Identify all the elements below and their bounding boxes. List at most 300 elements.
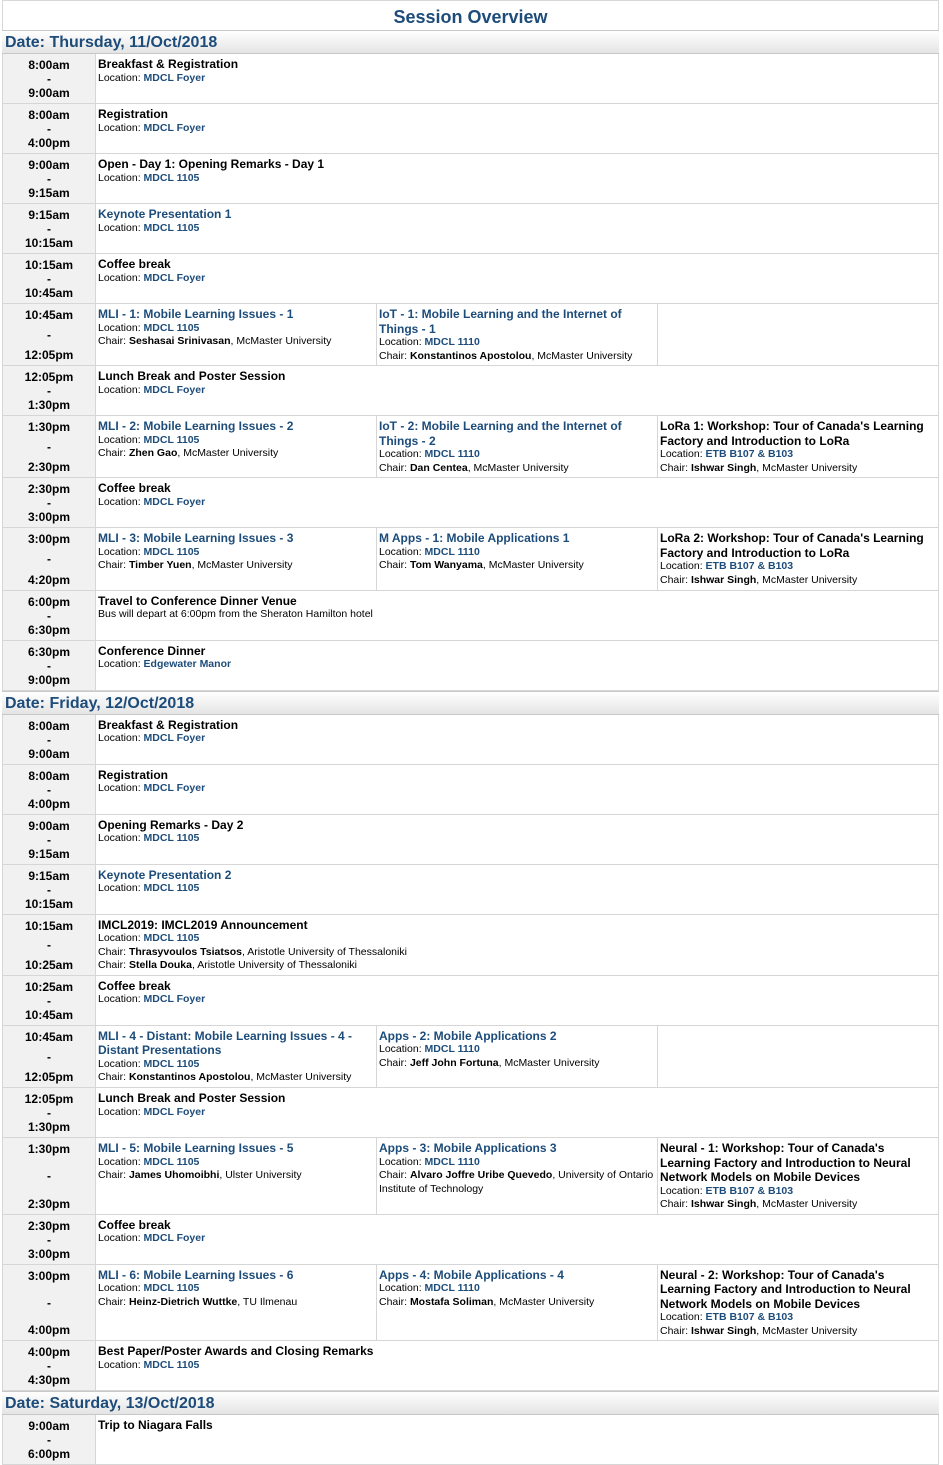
session-cell <box>96 1341 939 1390</box>
session-title-link[interactable]: Apps - 3: Mobile Applications 3 <box>379 1141 557 1156</box>
start-time: 8:00am <box>28 108 70 122</box>
session-cell <box>96 204 939 253</box>
location-link[interactable]: MDCL 1105 <box>143 545 200 558</box>
session-title-link[interactable]: Apps - 4: Mobile Applications - 4 <box>379 1267 564 1282</box>
chair-name: Jeff John Fortuna <box>409 1056 499 1069</box>
time-cell <box>2 254 96 303</box>
session-location <box>98 546 374 560</box>
location-link[interactable]: MDCL Foyer <box>143 1105 206 1118</box>
time-dash: - <box>47 222 51 236</box>
chair-label: Chair: <box>379 1295 410 1308</box>
schedule-row <box>2 915 939 976</box>
location-label: Location: <box>379 545 425 558</box>
session-cell <box>377 1026 658 1087</box>
end-time: 1:30pm <box>27 398 71 413</box>
schedule-row <box>2 1088 939 1138</box>
location-label: Location: <box>98 932 144 945</box>
session-cell <box>96 366 939 415</box>
time-dash: - <box>47 1106 51 1121</box>
location-label: Location: <box>379 1043 425 1056</box>
time-dash: - <box>47 1049 51 1064</box>
start-time: 10:45am <box>24 308 74 322</box>
chair-name: Seshasai Srinivasan <box>128 335 231 348</box>
session-cell <box>96 304 377 365</box>
location-label: Location: <box>98 383 144 396</box>
session-cell <box>96 1265 377 1341</box>
time-cell <box>2 528 96 589</box>
location-link[interactable]: MDCL 1110 <box>424 1043 480 1056</box>
session-location <box>98 496 936 510</box>
session-title-link[interactable]: MLI - 1: Mobile Learning Issues - 1 <box>98 307 294 321</box>
schedule-row <box>2 715 939 765</box>
session-title: Travel to Conference Dinner Venue <box>98 593 297 608</box>
session-cell <box>96 641 939 690</box>
location-link[interactable]: MDCL 1110 <box>424 1282 480 1295</box>
session-cell <box>377 416 658 477</box>
end-time: 9:00pm <box>27 672 71 687</box>
chair-name: Alvaro Joffre Uribe Quevedo <box>409 1169 553 1182</box>
start-time: 1:30pm <box>27 1142 71 1157</box>
session-chair <box>98 447 374 461</box>
chair-label: Chair: <box>98 1071 129 1084</box>
session-cell <box>96 54 939 103</box>
session-title-link[interactable]: Keynote Presentation 1 <box>98 207 232 221</box>
session-location <box>98 782 936 796</box>
session-title-link[interactable]: MLI - 2: Mobile Learning Issues - 2 <box>98 419 294 434</box>
session-title: Neural - 1: Workshop: Tour of Canada's Learning Factory and Introduction to Neural Network Models on Mobile Devices <box>660 1141 911 1185</box>
location-label: Location: <box>98 1057 144 1070</box>
session-chair <box>379 462 655 476</box>
location-link[interactable]: MDCL 1110 <box>424 336 480 348</box>
start-time: 2:30pm <box>27 482 71 497</box>
time-dash: - <box>47 1296 51 1311</box>
session-location <box>98 882 936 896</box>
time-dash: - <box>47 172 51 186</box>
time-dash: - <box>47 732 51 747</box>
schedule-row <box>2 204 939 254</box>
time-dash: - <box>47 782 51 797</box>
location-label: Location: <box>660 1311 706 1324</box>
chair-name: Ishwar Singh <box>690 573 757 586</box>
chair-label: Chair: <box>379 461 410 474</box>
location-label: Location: <box>98 545 144 558</box>
session-location <box>98 384 936 398</box>
chair-label: Chair: <box>98 335 129 348</box>
location-link[interactable]: MDCL 1105 <box>143 221 200 234</box>
location-label: Location: <box>98 1155 144 1168</box>
session-location <box>98 832 936 846</box>
session-cell <box>377 304 658 365</box>
session-title: Lunch Break and Poster Session <box>98 369 286 384</box>
location-label: Location: <box>98 221 144 234</box>
session-location <box>379 1156 655 1170</box>
start-time: 4:00pm <box>27 1345 71 1360</box>
session-chair <box>660 1198 936 1212</box>
location-label: Location: <box>660 448 706 461</box>
schedule-row <box>2 528 939 590</box>
end-time: 6:00pm <box>27 1447 71 1462</box>
location-link[interactable]: MDCL 1110 <box>424 448 480 461</box>
session-chair <box>660 462 936 476</box>
time-dash: - <box>47 272 51 286</box>
time-dash: - <box>47 1232 51 1247</box>
time-cell <box>2 915 96 975</box>
schedule-row <box>2 366 939 416</box>
location-link[interactable]: MDCL Foyer <box>143 271 206 284</box>
schedule-row <box>2 304 939 366</box>
chair-name: Konstantinos Apostolou <box>409 349 532 362</box>
time-dash: - <box>47 440 51 455</box>
location-label: Location: <box>379 336 425 348</box>
session-title: Coffee break <box>98 978 171 993</box>
schedule-row <box>2 1138 939 1215</box>
session-cell <box>96 1026 377 1087</box>
end-time: 12:05pm <box>24 1070 74 1085</box>
session-chair <box>379 1057 655 1071</box>
session-title-link[interactable]: IoT - 2: Mobile Learning and the Internet of Things - 2 <box>379 419 622 448</box>
chair-name: Ishwar Singh <box>690 461 757 474</box>
start-time: 3:00pm <box>27 532 71 547</box>
session-location <box>379 448 655 462</box>
chair-affiliation: , McMaster University <box>250 1071 352 1084</box>
location-link[interactable]: MDCL 1105 <box>143 882 200 895</box>
session-title-link[interactable]: M Apps - 1: Mobile Applications 1 <box>379 531 570 546</box>
chair-label: Chair: <box>379 1056 410 1069</box>
chair-affiliation: , McMaster University <box>531 349 633 362</box>
session-title: Breakfast & Registration <box>98 57 239 71</box>
start-time: 12:05pm <box>24 370 74 385</box>
session-cell <box>96 915 939 975</box>
chair-label: Chair: <box>98 559 129 572</box>
time-cell <box>2 1026 96 1087</box>
day-section <box>2 691 939 1392</box>
schedule-row <box>2 254 939 304</box>
location-link[interactable]: MDCL 1105 <box>143 433 200 446</box>
day-header: Date: Thursday, 11/Oct/2018 <box>2 30 939 54</box>
location-label: Location: <box>98 832 144 845</box>
session-location <box>98 993 936 1007</box>
schedule-row <box>2 1341 939 1391</box>
session-cell <box>658 528 939 589</box>
empty-session-cell <box>658 304 939 365</box>
session-title-link[interactable]: IoT - 1: Mobile Learning and the Internet of Things - 1 <box>379 307 622 336</box>
location-link[interactable]: ETB B107 & B103 <box>705 560 794 573</box>
session-chair <box>98 946 936 960</box>
session-location <box>98 1282 374 1296</box>
location-link[interactable]: MDCL 1110 <box>424 545 480 558</box>
start-time: 9:15am <box>28 868 70 883</box>
schedule-row <box>2 1026 939 1088</box>
time-cell <box>2 1415 96 1464</box>
chair-affiliation: , Ulster University <box>219 1169 302 1182</box>
time-cell <box>2 366 96 415</box>
start-time: 6:00pm <box>27 594 71 609</box>
location-label: Location: <box>98 321 144 334</box>
session-location <box>379 1043 655 1057</box>
location-link[interactable]: MDCL Foyer <box>143 495 206 508</box>
time-dash: - <box>47 993 51 1008</box>
session-chair <box>98 335 374 349</box>
location-link[interactable]: MDCL 1105 <box>143 1282 200 1295</box>
time-cell <box>2 641 96 690</box>
end-time: 10:15am <box>24 236 74 250</box>
chair-affiliation: , TU Ilmenau <box>237 1295 298 1308</box>
schedule-row <box>2 865 939 915</box>
chair-affiliation: , McMaster University <box>756 1198 858 1211</box>
location-label: Location: <box>98 495 144 508</box>
chair-name: James Uhomoibhi <box>128 1169 220 1182</box>
session-title-link[interactable]: Apps - 2: Mobile Applications 2 <box>379 1028 557 1043</box>
session-location <box>98 932 936 946</box>
session-location <box>98 434 374 448</box>
session-title: Coffee break <box>98 1217 171 1232</box>
chair-name: Dan Centea <box>409 461 468 474</box>
chair-label: Chair: <box>98 1295 129 1308</box>
session-cell <box>96 104 939 153</box>
location-label: Location: <box>379 448 425 461</box>
time-dash: - <box>47 122 51 136</box>
day-header: Date: Friday, 12/Oct/2018 <box>2 691 939 715</box>
location-label: Location: <box>98 271 144 284</box>
schedule-row <box>2 154 939 204</box>
session-location <box>660 1185 936 1199</box>
time-cell <box>2 865 96 914</box>
session-cell <box>96 254 939 303</box>
location-label: Location: <box>98 121 144 134</box>
end-time: 4:00pm <box>27 1323 71 1338</box>
end-time: 10:45am <box>24 1007 74 1022</box>
empty-session-cell <box>658 1026 939 1087</box>
chair-name: Konstantinos Apostolou <box>128 1071 251 1084</box>
time-cell <box>2 478 96 527</box>
location-label: Location: <box>98 71 144 84</box>
session-location <box>98 1359 936 1373</box>
schedule-row <box>2 815 939 865</box>
session-title-link[interactable]: MLI - 5: Mobile Learning Issues - 5 <box>98 1141 294 1156</box>
session-note: Bus will depart at 6:00pm from the Sheraton Hamilton hotel <box>98 608 373 621</box>
day-header: Date: Saturday, 13/Oct/2018 <box>2 1391 939 1415</box>
session-cell <box>96 976 939 1025</box>
location-label: Location: <box>660 560 706 573</box>
time-dash: - <box>47 72 51 86</box>
end-time: 9:00am <box>28 746 70 761</box>
chair-label: Chair: <box>98 959 129 972</box>
time-dash: - <box>47 496 51 511</box>
start-time: 10:15am <box>24 258 74 272</box>
start-time: 9:00am <box>28 818 70 833</box>
location-link[interactable]: MDCL 1105 <box>143 932 200 945</box>
session-title: IMCL2019: IMCL2019 Announcement <box>98 917 308 932</box>
session-location <box>379 1282 655 1296</box>
location-link[interactable]: MDCL 1105 <box>143 321 200 334</box>
schedule-row <box>2 104 939 154</box>
session-title: LoRa 2: Workshop: Tour of Canada's Learning Factory and Introduction to LoRa <box>660 531 924 560</box>
chair-label: Chair: <box>379 1169 410 1182</box>
session-title-link[interactable]: MLI - 6: Mobile Learning Issues - 6 <box>98 1267 294 1282</box>
time-dash: - <box>47 608 51 623</box>
location-link[interactable]: MDCL Foyer <box>143 71 206 84</box>
end-time: 9:15am <box>28 186 70 200</box>
schedule-row <box>2 478 939 528</box>
session-title-link[interactable]: MLI - 4 - Distant: Mobile Learning Issues - 4 - Distant Presentations <box>98 1028 353 1058</box>
start-time: 9:00am <box>28 158 70 172</box>
location-link[interactable]: MDCL Foyer <box>143 993 206 1006</box>
time-cell <box>2 304 96 365</box>
chair-label: Chair: <box>660 573 691 586</box>
chair-name: Heinz-Dietrich Wuttke <box>128 1295 238 1308</box>
time-dash: - <box>47 658 51 673</box>
start-time: 8:00am <box>28 768 70 783</box>
chair-label: Chair: <box>660 1324 691 1337</box>
time-cell <box>2 416 96 477</box>
chair-label: Chair: <box>98 447 129 460</box>
session-cell <box>658 1265 939 1341</box>
location-label: Location: <box>98 1232 144 1245</box>
session-chair <box>660 574 936 588</box>
session-location <box>98 72 936 86</box>
chair-label: Chair: <box>379 349 410 362</box>
session-title: Lunch Break and Poster Session <box>98 1091 286 1106</box>
session-cell <box>377 528 658 589</box>
chair-label: Chair: <box>660 461 691 474</box>
schedule-row <box>2 641 939 691</box>
location-link[interactable]: MDCL Foyer <box>143 782 206 795</box>
location-label: Location: <box>98 1282 144 1295</box>
end-time: 4:20pm <box>27 572 71 587</box>
start-time: 3:00pm <box>27 1268 71 1283</box>
schedule-row <box>2 54 939 104</box>
session-chair <box>98 1296 374 1310</box>
session-location <box>98 1058 374 1072</box>
session-cell <box>96 528 377 589</box>
session-chair <box>98 559 374 573</box>
session-chair <box>379 1169 655 1196</box>
end-time: 10:45am <box>24 286 74 300</box>
chair-affiliation: , McMaster University <box>467 461 569 474</box>
location-label: Location: <box>660 1184 706 1197</box>
session-chair <box>98 959 936 973</box>
session-title: Coffee break <box>98 257 171 271</box>
session-cell <box>96 591 939 640</box>
session-title: Registration <box>98 107 169 121</box>
session-location <box>660 448 936 462</box>
chair-affiliation: , McMaster University <box>756 461 858 474</box>
end-time: 4:30pm <box>27 1373 71 1388</box>
time-cell <box>2 204 96 253</box>
chair-affiliation: , McMaster University <box>191 559 293 572</box>
schedule-row <box>2 976 939 1026</box>
start-time: 8:00am <box>28 718 70 733</box>
session-chair <box>379 559 655 573</box>
time-dash: - <box>47 1433 51 1448</box>
session-title-link[interactable]: Keynote Presentation 2 <box>98 867 232 882</box>
session-location <box>98 732 936 746</box>
time-cell <box>2 815 96 864</box>
location-link[interactable]: MDCL 1110 <box>424 1155 480 1168</box>
time-cell <box>2 591 96 640</box>
time-cell <box>2 976 96 1025</box>
session-chair <box>379 1296 655 1310</box>
location-link[interactable]: MDCL 1105 <box>143 1057 200 1070</box>
start-time: 10:45am <box>24 1029 74 1044</box>
time-cell <box>2 104 96 153</box>
location-label: Location: <box>98 658 144 671</box>
start-time: 9:00am <box>28 1419 70 1434</box>
day-rows <box>2 54 939 691</box>
time-cell <box>2 154 96 203</box>
page-title: Session Overview <box>2 0 939 30</box>
location-link[interactable]: MDCL 1105 <box>143 171 200 184</box>
location-link[interactable]: MDCL 1105 <box>143 1358 200 1371</box>
location-label: Location: <box>98 1358 144 1371</box>
session-location <box>98 172 936 186</box>
location-link[interactable]: MDCL Foyer <box>143 383 206 396</box>
chair-label: Chair: <box>98 945 129 958</box>
schedule-row <box>2 1265 939 1342</box>
session-title: Registration <box>98 767 169 782</box>
time-cell <box>2 765 96 814</box>
session-title: Open - Day 1: Opening Remarks - Day 1 <box>98 157 325 171</box>
location-link[interactable]: MDCL Foyer <box>143 1232 206 1245</box>
time-dash: - <box>47 882 51 897</box>
end-time: 9:15am <box>28 846 70 861</box>
start-time: 6:30pm <box>27 644 71 659</box>
location-link[interactable]: ETB B107 & B103 <box>705 448 794 461</box>
location-label: Location: <box>98 433 144 446</box>
session-chair <box>660 1325 936 1339</box>
session-location <box>98 1232 936 1246</box>
schedule-row <box>2 1415 939 1465</box>
location-link[interactable]: MDCL 1105 <box>143 1155 200 1168</box>
session-location <box>98 1106 936 1120</box>
start-time: 12:05pm <box>24 1092 74 1107</box>
time-dash: - <box>47 328 51 343</box>
session-cell <box>96 1138 377 1214</box>
end-time: 12:05pm <box>24 348 74 363</box>
location-link[interactable]: MDCL Foyer <box>143 121 206 134</box>
session-location <box>379 546 655 560</box>
location-label: Location: <box>379 1155 425 1168</box>
day-section <box>2 1391 939 1465</box>
end-time: 10:15am <box>24 896 74 911</box>
location-link[interactable]: ETB B107 & B103 <box>705 1311 794 1324</box>
location-link[interactable]: ETB B107 & B103 <box>705 1184 794 1197</box>
session-location <box>660 560 936 574</box>
session-title-link[interactable]: MLI - 3: Mobile Learning Issues - 3 <box>98 531 294 546</box>
session-cell <box>96 865 939 914</box>
chair-affiliation: , McMaster University <box>756 1324 858 1337</box>
chair-label: Chair: <box>98 1169 129 1182</box>
session-title: Conference Dinner <box>98 643 206 658</box>
session-title: Trip to Niagara Falls <box>98 1418 213 1433</box>
day-rows <box>2 1415 939 1465</box>
location-link[interactable]: MDCL Foyer <box>143 732 206 745</box>
location-label: Location: <box>98 171 144 184</box>
chair-affiliation: , McMaster University <box>482 559 584 572</box>
session-cell <box>96 1088 939 1137</box>
end-time: 6:30pm <box>27 622 71 637</box>
session-location <box>98 1156 374 1170</box>
days-container <box>2 30 939 1465</box>
end-time: 9:00am <box>28 86 70 100</box>
location-label: Location: <box>98 882 144 895</box>
session-chair <box>379 350 655 364</box>
end-time: 3:00pm <box>27 510 71 525</box>
chair-name: Tom Wanyama <box>409 559 483 572</box>
location-link[interactable]: Edgewater Manor <box>143 658 232 671</box>
end-time: 1:30pm <box>27 1120 71 1135</box>
location-link[interactable]: MDCL 1105 <box>143 832 200 845</box>
